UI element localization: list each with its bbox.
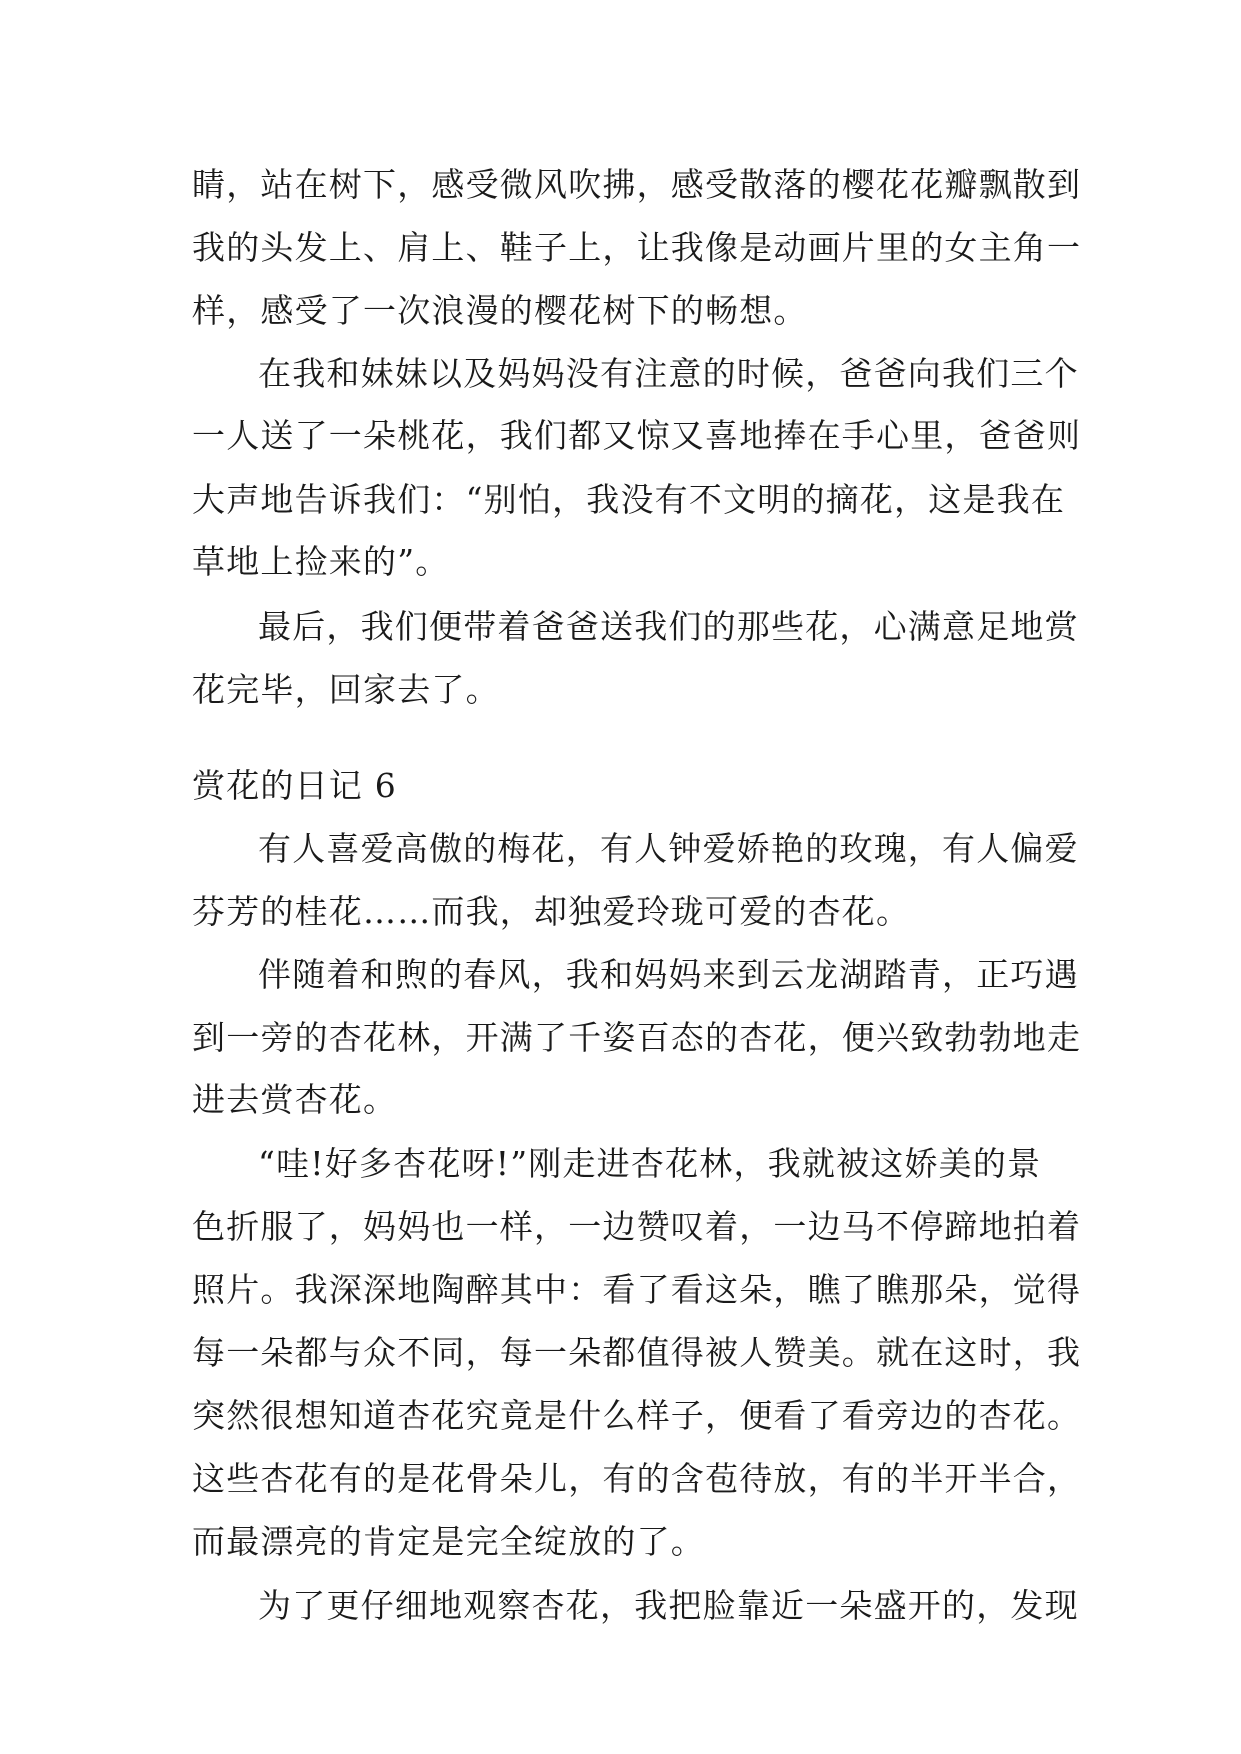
paragraph-line: 这些杏花有的是花骨朵儿，有的含苞待放，有的半开半合，	[192, 1459, 1082, 1498]
paragraph-line: 伴随着和煦的春风，我和妈妈来到云龙湖踏青，正巧遇	[258, 955, 1079, 994]
paragraph-line: 芬芳的桂花……而我，却独爱玲珑可爱的杏花。	[192, 892, 911, 931]
paragraph-line: 而最漂亮的肯定是完全绽放的了。	[192, 1522, 705, 1561]
paragraph-line: 突然很想知道杏花究竟是什么样子，便看了看旁边的杏花。	[192, 1396, 1082, 1435]
paragraph-line: 一人送了一朵桃花，我们都又惊又喜地捧在手心里，爸爸则	[192, 416, 1082, 455]
paragraph-line: 照片。我深深地陶醉其中：看了看这朵，瞧了瞧那朵，觉得	[192, 1270, 1082, 1309]
paragraph-line: 色折服了，妈妈也一样，一边赞叹着，一边马不停蹄地拍着	[192, 1207, 1082, 1246]
paragraph-line: 每一朵都与众不同，每一朵都值得被人赞美。就在这时，我	[192, 1333, 1082, 1372]
paragraph-line: 样，感受了一次浪漫的樱花树下的畅想。	[192, 291, 808, 330]
paragraph-line: 在我和妹妹以及妈妈没有注意的时候，爸爸向我们三个	[258, 354, 1079, 393]
paragraph-line: “哇!好多杏花呀!”刚走进杏花林，我就被这娇美的景	[258, 1144, 1042, 1183]
paragraph-line: 进去赏杏花。	[192, 1080, 398, 1119]
section-heading: 赏花的日记 6	[192, 766, 397, 805]
paragraph-line: 花完毕，回家去了。	[192, 670, 500, 709]
paragraph-line: 我的头发上、肩上、鞋子上，让我像是动画片里的女主角一	[192, 228, 1082, 267]
paragraph-line: 睛，站在树下，感受微风吹拂，感受散落的樱花花瓣飘散到	[192, 165, 1082, 204]
paragraph-line: 有人喜爱高傲的梅花，有人钟爱娇艳的玫瑰，有人偏爱	[258, 829, 1079, 868]
paragraph-line: 为了更仔细地观察杏花，我把脸靠近一朵盛开的，发现	[258, 1586, 1079, 1625]
paragraph-line: 最后，我们便带着爸爸送我们的那些花，心满意足地赏	[258, 607, 1079, 646]
paragraph-line: 到一旁的杏花林，开满了千姿百态的杏花，便兴致勃勃地走	[192, 1018, 1082, 1057]
paragraph-line: 草地上捡来的”。	[192, 542, 450, 581]
paragraph-line: 大声地告诉我们：“别怕，我没有不文明的摘花，这是我在	[192, 480, 1066, 519]
